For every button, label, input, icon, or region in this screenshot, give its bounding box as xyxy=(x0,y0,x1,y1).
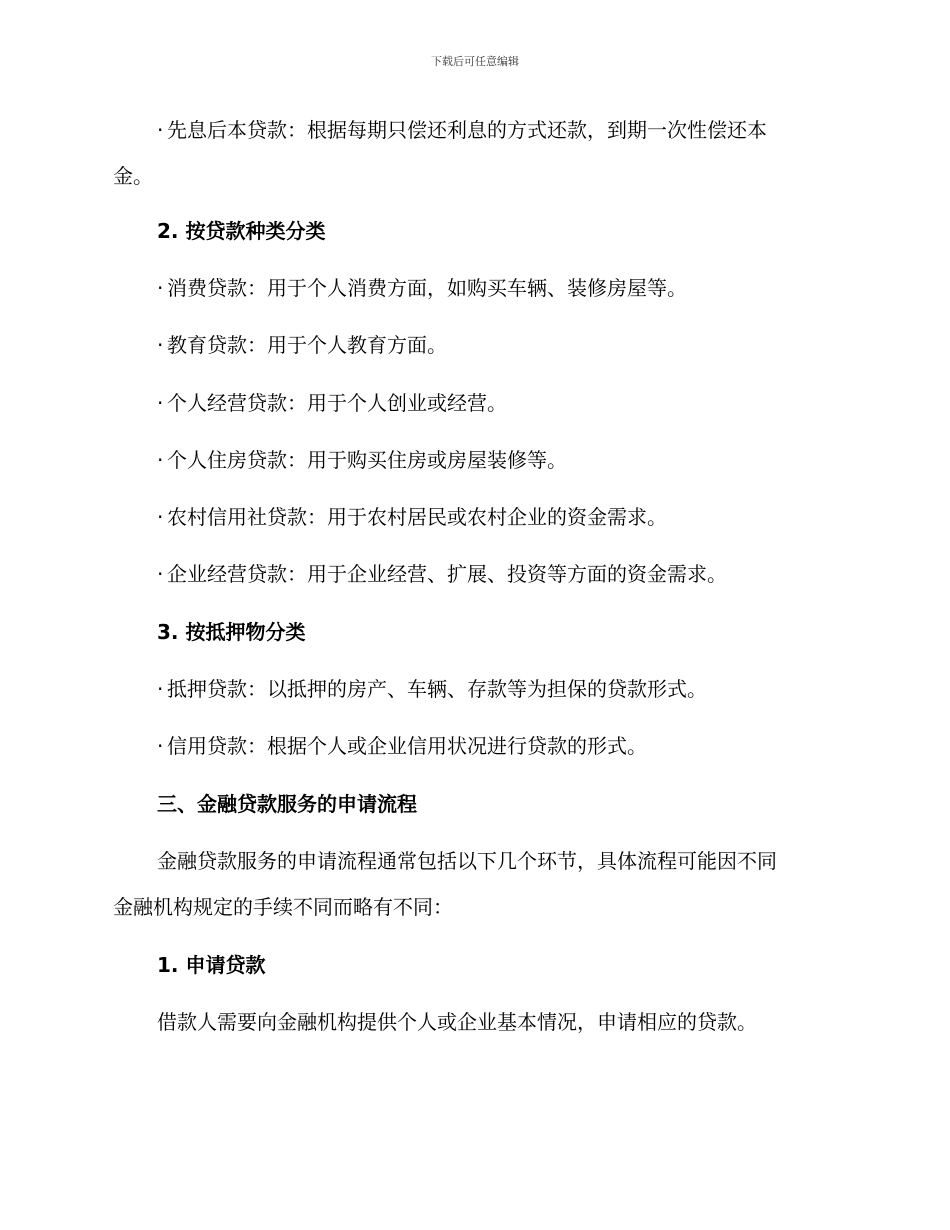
bullet-marker: · xyxy=(157,391,164,415)
section-heading-application-process: 三、金融贷款服务的申请流程 xyxy=(157,792,417,816)
bullet-marker: · xyxy=(157,734,164,758)
bullet-marker: · xyxy=(157,448,164,472)
bullet-item-prepay-interest xyxy=(113,114,835,192)
bullet-text: 先息后本贷款：根据每期只偿还利息的方式还款，到期一次性偿还本 xyxy=(167,118,767,142)
bullet-text: 个人住房贷款：用于购买住房或房屋装修等。 xyxy=(167,448,567,472)
bullet-item-mortgage-loan xyxy=(113,673,707,705)
bullet-item-credit-loan xyxy=(113,730,647,762)
section-heading-apply-loan: 1. 申请贷款 xyxy=(157,953,266,977)
section-heading-loan-type: 2. 按贷款种类分类 xyxy=(157,219,326,243)
bullet-text: 农村信用社贷款：用于农村居民或农村企业的资金需求。 xyxy=(167,505,667,529)
paragraph-process-intro xyxy=(113,845,835,923)
bullet-item-housing-loan xyxy=(113,444,567,476)
bullet-item-business-loan-personal xyxy=(113,387,507,419)
bullet-text-continuation: 金。 xyxy=(113,164,153,188)
paragraph-line: 金融贷款服务的申请流程通常包括以下几个环节，具体流程可能因不同 xyxy=(157,849,777,873)
bullet-marker: · xyxy=(157,505,164,529)
section-heading-collateral: 3. 按抵押物分类 xyxy=(157,620,306,644)
bullet-text: 企业经营贷款：用于企业经营、扩展、投资等方面的资金需求。 xyxy=(167,562,727,586)
bullet-item-consumer-loan xyxy=(113,272,687,304)
bullet-text: 教育贷款：用于个人教育方面。 xyxy=(167,333,447,357)
bullet-marker: · xyxy=(157,276,164,300)
bullet-text: 消费贷款：用于个人消费方面，如购买车辆、装修房屋等。 xyxy=(167,276,687,300)
paragraph-line-continuation: 金融机构规定的手续不同而略有不同： xyxy=(113,895,453,919)
page-header: 下载后可任意编辑 xyxy=(431,55,519,68)
bullet-item-rural-credit-loan xyxy=(113,501,667,533)
bullet-marker: · xyxy=(157,118,164,142)
bullet-marker: · xyxy=(157,333,164,357)
bullet-marker: · xyxy=(157,562,164,586)
bullet-item-enterprise-loan xyxy=(113,558,727,590)
bullet-text: 抵押贷款：以抵押的房产、车辆、存款等为担保的贷款形式。 xyxy=(167,677,707,701)
bullet-text: 个人经营贷款：用于个人创业或经营。 xyxy=(167,391,507,415)
bullet-marker: · xyxy=(157,677,164,701)
paragraph-apply-loan: 借款人需要向金融机构提供个人或企业基本情况，申请相应的贷款。 xyxy=(157,1010,757,1034)
bullet-item-education-loan xyxy=(113,329,447,361)
bullet-text: 信用贷款：根据个人或企业信用状况进行贷款的形式。 xyxy=(167,734,647,758)
